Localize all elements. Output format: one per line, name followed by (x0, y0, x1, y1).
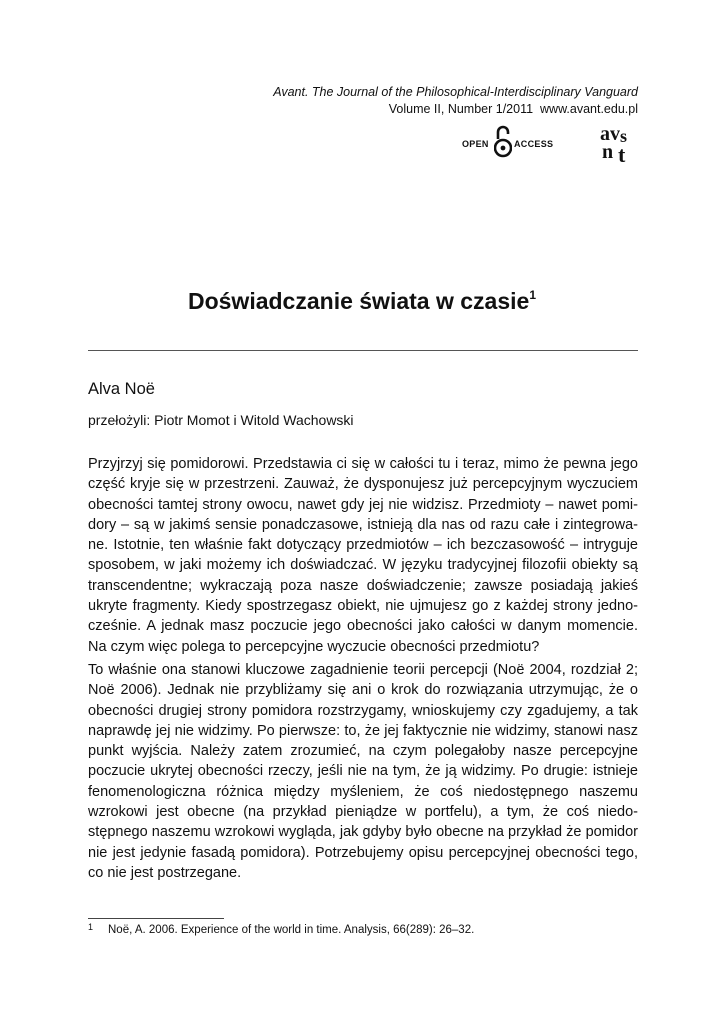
svg-text:n: n (602, 141, 614, 163)
open-access-access-label: ACCESS (514, 139, 554, 149)
logos (438, 122, 638, 168)
title-divider (88, 350, 638, 351)
article-title (0, 288, 724, 315)
svg-text:s: s (620, 126, 628, 146)
title-text: Doświadczanie świata w czasie (187, 288, 530, 314)
author-name: Alva Noë (88, 380, 155, 398)
footnote (88, 922, 474, 936)
avant-logo-icon (598, 122, 640, 168)
svg-text:av: av (600, 123, 620, 145)
journal-name: Avant. The Journal of the Philosophical-Interdisciplinary Vanguard (273, 85, 638, 99)
volume-line (273, 101, 638, 118)
journal-header (273, 84, 638, 118)
translators: przełożyli: Piotr Momot i Witold Wachowski (88, 412, 354, 428)
body-paragraph-2: To właśnie ona stanowi kluczowe zagadnienie teorii percepcji (Noë 2004, rozdział 2; Noë 2006). Jednak nie przybliżamy się ani o krok do rozwiązania utrzymując, że o obecności drugiej strony pomidora rozstrzygamy, wnioskujemy czy zgadujemy, a tak naprawdę jej nie widzimy. Po pierwsze: to, że jej faktycznie nie widzimy, stanowi nasz punkt wyjścia. Należy zatem zrozumieć, na czym polegałoby nasze percepcyjne poczucie ukrytej obecności rzeczy, jeśli nie na tym, że ją widzimy. Po drugie: istnieje fenomenologiczna różnica między myśleniem, że coś niedostępnego naszemu wzrokowi jest obecne (na przykład pieniądze w portfelu), a tym, że coś niedostępnego naszemu wzrokowi wygląda, jak gdyby było obecne na przykład że pomidor nie jest jedynie fasadą pomidora). Potrzebujemy opisu percepcyjnej obecności tego, co nie jest postrzegane. (88, 662, 638, 881)
footnote-divider (88, 918, 224, 919)
footnote-text: Noë, A. 2006. Experience of the world in time. Analysis, 66(289): 26–32. (108, 924, 475, 936)
svg-text:t: t (618, 142, 626, 167)
open-access-open-label: OPEN (462, 139, 489, 149)
footnote-mark: 1 (88, 922, 94, 932)
body-paragraph-1: Przyjrzyj się pomidorowi. Przedstawia ci się w całości tu i teraz, mimo że pewna jego część kryje się w przestrzeni. Zauważ, że dysponujesz już percepcyjnym wyczuciem obecności tamtej strony owocu, nawet gdy jej nie widzisz. Przedmioty – nawet pomidory – są w jakimś sensie ponadczasowe, istnieją dla nas od razu całe i zintegrowane. Istotnie, ten właśnie fakt dotyczący przedmiotów – ich bezczasowość – intryguje sposobem, w jaki możemy ich doświadczać. W języku tradycyjnej filozofii obiekty są transcendentne; wykraczają poza nasze doświadczenie; zawsze posiadają jakieś ukryte fragmenty. Kiedy spostrzegasz obiekt, nie ujmujesz go z każdej strony jednocześnie. A jednak masz poczucie jego obecności jako całości w danym momencie. Na czym więc polega to percepcyjne wyczucie obecności przedmiotu? (88, 456, 638, 655)
open-access-lock-icon (494, 125, 512, 159)
title-footnote-mark[interactable]: 1 (529, 288, 536, 302)
journal-url[interactable]: www.avant.edu.pl (540, 102, 638, 116)
volume-number: Volume II, Number 1/2011 (388, 102, 534, 116)
